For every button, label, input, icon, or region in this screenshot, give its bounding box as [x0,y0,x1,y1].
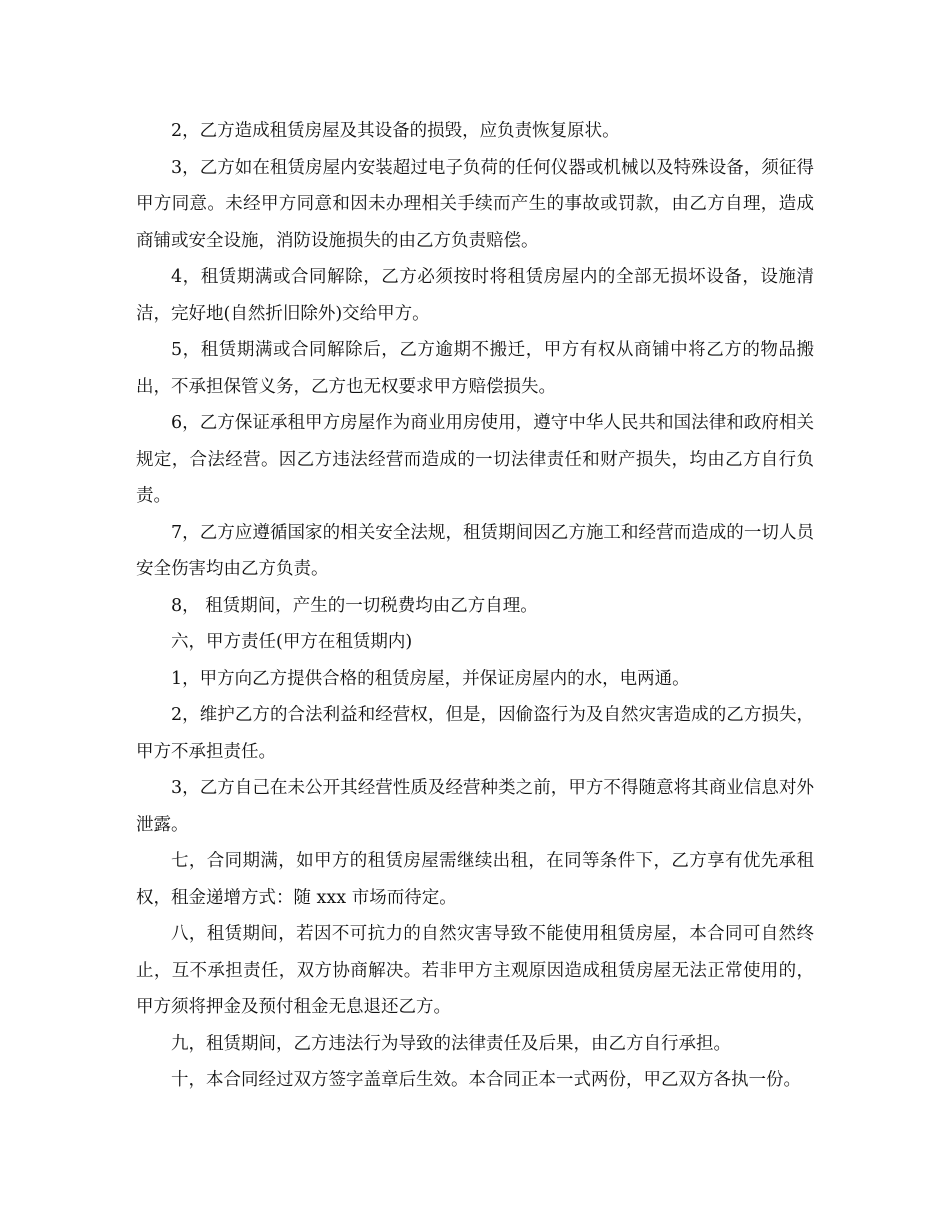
section-paragraph: 七，合同期满，如甲方的租赁房屋需继续出租，在同等条件下，乙方享有优先承租权，租金递增方式：随 xxx 市场而待定。 [136,851,814,908]
clause-paragraph: 6，乙方保证承租甲方房屋作为商业用房使用，遵守中华人民共和国法律和政府相关规定，合法经营。因乙方违法经营而造成的一切法律责任和财产损失，均由乙方自行负责。 [136,413,814,506]
clause-paragraph: 5，租赁期满或合同解除后，乙方逾期不搬迁，甲方有权从商铺中将乙方的物品搬出，不承担保管义务，乙方也无权要求甲方赔偿损失。 [136,340,814,397]
clause-paragraph: 2，乙方造成租赁房屋及其设备的损毁，应负责恢复原状。 [171,121,620,141]
clause-paragraph: 7，乙方应遵循国家的相关安全法规，租赁期间因乙方施工和经营而造成的一切人员安全伤害均由乙方负责。 [136,522,814,579]
section-heading: 六，甲方责任(甲方在租赁期内) [171,632,413,652]
section-paragraph: 十，本合同经过双方签字盖章后生效。本合同正本一式两份，甲乙双方各执一份。 [171,1070,801,1090]
clause-paragraph: 3，乙方如在租赁房屋内安装超过电子负荷的任何仪器或机械以及特殊设备，须征得甲方同意。未经甲方同意和因未办理相关手续而产生的事故或罚款，由乙方自理，造成商铺或安全设施，消防设施损失的由乙方负责赔偿。 [136,157,814,251]
section-paragraph: 九，租赁期间，乙方违法行为导致的法律责任及后果，由乙方自行承担。 [171,1033,731,1054]
clause-paragraph: 2，维护乙方的合法利益和经营权，但是，因偷盗行为及自然灾害造成的乙方损失，甲方不承担责任。 [136,705,814,762]
clause-paragraph: 1，甲方向乙方提供合格的租赁房屋，并保证房屋内的水，电两通。 [171,668,690,689]
section-paragraph: 八，租赁期间，若因不可抗力的自然灾害导致不能使用租赁房屋，本合同可自然终止，互不承担责任，双方协商解决。若非甲方主观原因造成租赁房屋无法正常使用的，甲方须将押金及预付租金无息退还乙方。 [136,924,814,1017]
clause-paragraph: 4，租赁期满或合同解除，乙方必须按时将租赁房屋内的全部无损坏设备，设施清洁，完好地(自然折旧除外)交给甲方。 [136,267,814,324]
clause-paragraph: 8， 租赁期间，产生的一切税费均由乙方自理。 [171,595,538,616]
clause-paragraph: 3，乙方自己在未公开其经营性质及经营种类之前，甲方不得随意将其商业信息对外泄露。 [136,778,814,835]
contract-body [136,113,814,1099]
